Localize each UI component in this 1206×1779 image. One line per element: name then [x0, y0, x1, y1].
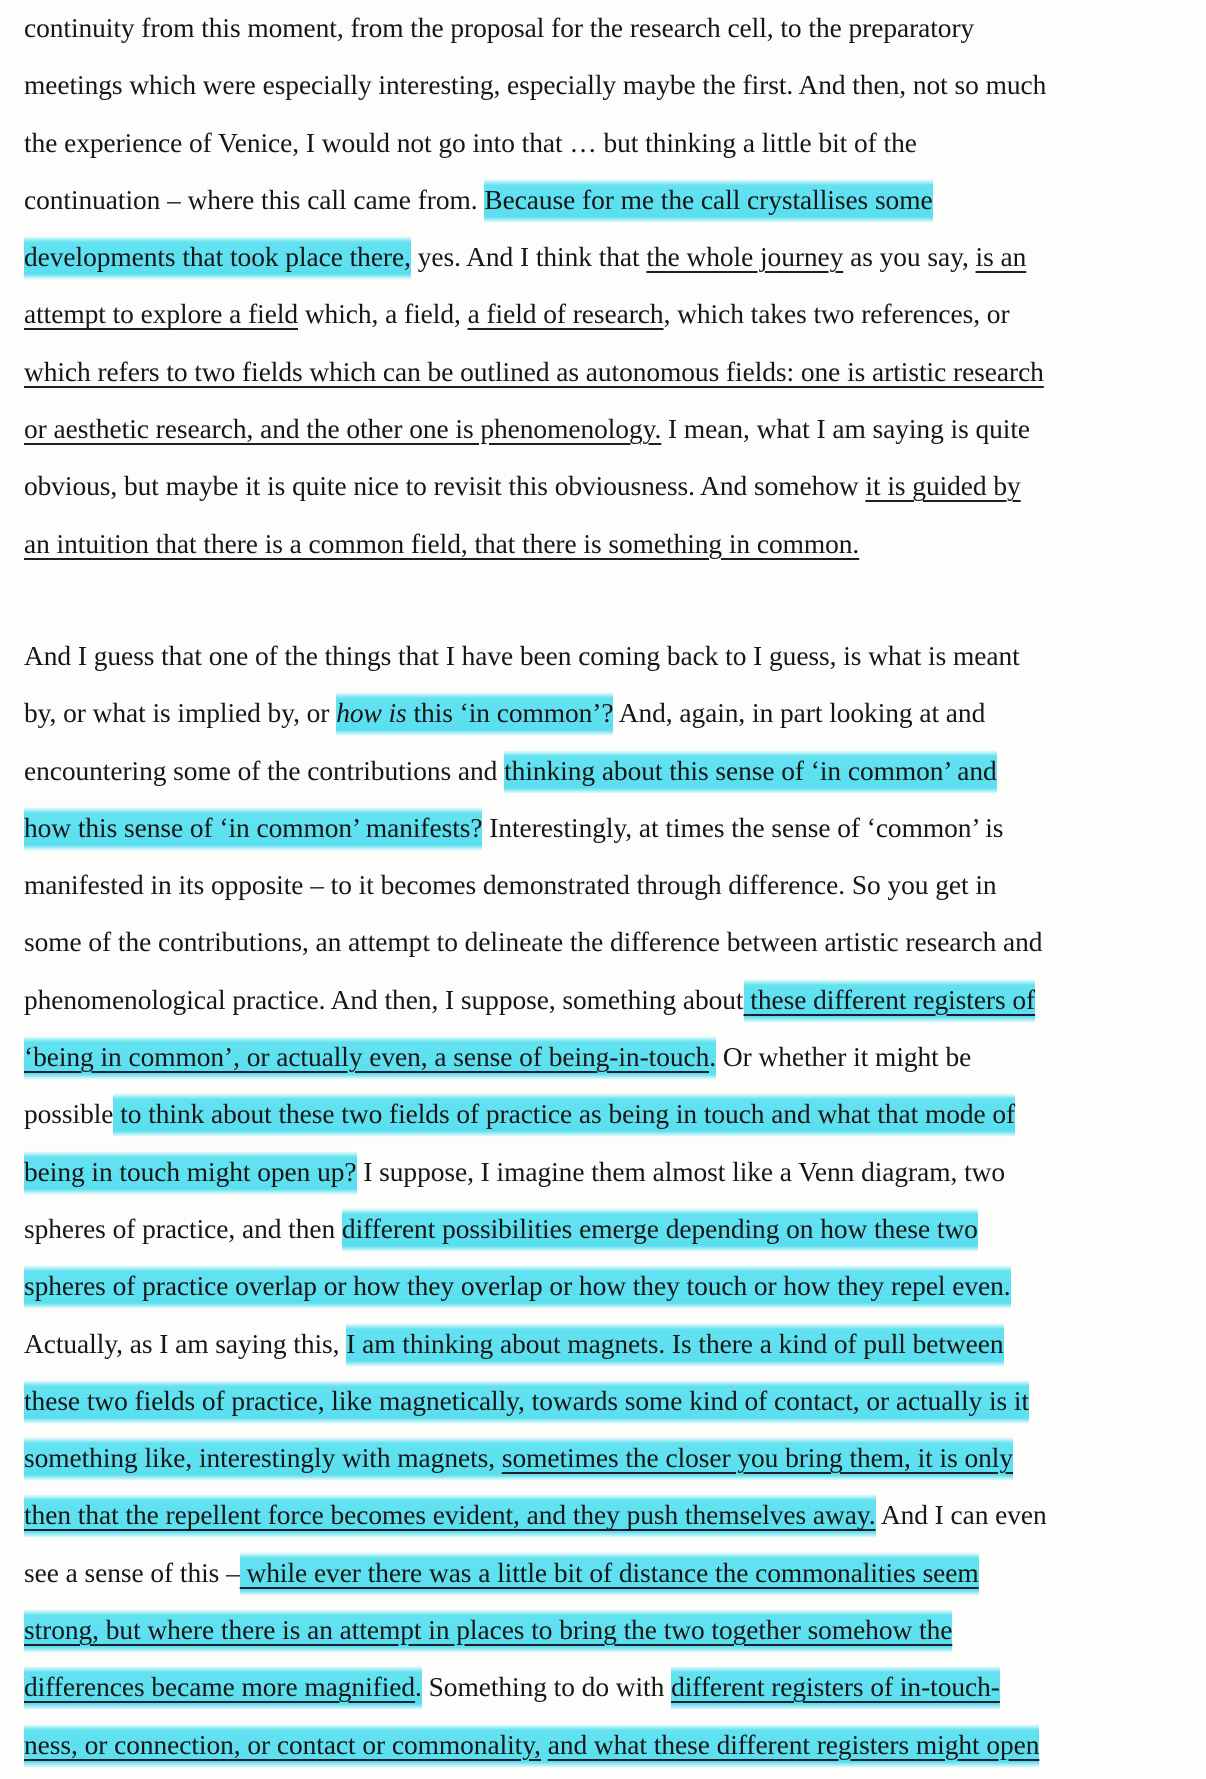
text-run: yes. And I think that — [410, 242, 647, 273]
text-run: Interestingly, at times the sense of ‘common’ is — [482, 812, 1004, 843]
highlighted-text: Because for me the call crystallises some — [484, 179, 932, 223]
highlighted-underlined-text: then that the repellent force becomes evident, and they push themselves away. — [24, 1494, 876, 1538]
underlined-text: attempt to explore a field — [24, 299, 299, 330]
text-run: as you say, — [843, 242, 976, 273]
highlighted-underlined-text: ‘being in common’, or actually even, a sense of being-in-touch — [24, 1036, 709, 1080]
text-run: phenomenological practice. And then, I suppose, something about — [24, 984, 744, 1015]
text-run: see a sense of this – — [24, 1557, 240, 1588]
text-line — [24, 1659, 1194, 1716]
text-line — [24, 1258, 1194, 1315]
text-line — [24, 1201, 1194, 1258]
text-line — [24, 857, 1194, 914]
text-run: Or whether it might be — [716, 1042, 972, 1073]
highlighted-text — [541, 1724, 548, 1768]
text-run: And, again, in part looking at and — [613, 698, 986, 729]
text-run: And I guess that one of the things that I have been coming back to I guess, is what is meant — [24, 641, 1020, 671]
text-line — [24, 401, 1194, 458]
text-run: I suppose, I imagine them almost like a Venn diagram, two — [356, 1156, 1006, 1187]
text-line — [24, 1487, 1194, 1544]
underlined-text: it is guided by — [865, 471, 1021, 502]
text-run: , which takes two references, or — [663, 299, 1010, 330]
highlighted-text: how is — [336, 692, 406, 736]
paragraph-1 — [24, 0, 1194, 573]
text-line — [24, 800, 1194, 857]
text-line — [24, 685, 1194, 742]
text-line — [24, 516, 1194, 573]
highlighted-text: . — [709, 1036, 716, 1080]
highlighted-text: something like, interestingly with magnets, — [24, 1437, 502, 1481]
highlighted-text: being in touch might open up? — [24, 1151, 357, 1195]
highlighted-text: to think about these two fields of practice as being in touch and what that mode of — [113, 1093, 1015, 1137]
underlined-text: which refers to two fields which can be outlined as autonomous fields: one is artistic research — [24, 356, 1044, 387]
text-line — [24, 1029, 1194, 1086]
text-line — [24, 172, 1194, 229]
text-run: possible — [24, 1099, 114, 1130]
highlighted-text: developments that took place there, — [24, 236, 411, 280]
underlined-text: or aesthetic research, and the other one is phenomenology. — [24, 414, 662, 445]
highlighted-underlined-text: different registers of in-touch- — [671, 1666, 1000, 1710]
text-line — [24, 229, 1194, 286]
text-line — [24, 115, 1194, 172]
highlighted-underlined-text: and what these different registers might open — [548, 1724, 1040, 1768]
text-run: Actually, as I am saying this, — [24, 1328, 347, 1359]
highlighted-underlined-text: sometimes the closer you bring them, it is only — [502, 1437, 1013, 1481]
text-line — [24, 1373, 1194, 1430]
highlighted-text: these two fields of practice, like magnetically, towards some kind of contact, or actually is it — [24, 1380, 1029, 1424]
text-line — [24, 57, 1194, 114]
text-run: by, or what is implied by, or — [24, 698, 337, 729]
highlighted-text: I am thinking about magnets. Is there a kind of pull between — [346, 1323, 1003, 1367]
highlighted-text: how this sense of ‘in common’ manifests? — [24, 807, 482, 851]
text-line — [24, 972, 1194, 1029]
text-run: spheres of practice, and then — [24, 1213, 342, 1244]
text-run: obvious, but maybe it is quite nice to revisit this obviousness. And somehow — [24, 471, 866, 502]
text-run: Something to do with — [421, 1672, 672, 1703]
text-line — [24, 344, 1194, 401]
text-run: continuity from this moment, from the proposal for the research cell, to the preparatory — [24, 13, 975, 43]
text-line — [24, 1316, 1194, 1373]
highlighted-underlined-text: differences became more magnified — [24, 1666, 415, 1710]
text-line — [24, 743, 1194, 800]
highlighted-underlined-text: strong, but where there is an attempt in places to bring the two together somehow the — [24, 1609, 952, 1653]
text-line — [24, 1430, 1194, 1487]
paragraph-2 — [24, 628, 1194, 1774]
highlighted-text: spheres of practice overlap or how they overlap or how they touch or how they repel even. — [24, 1265, 1011, 1309]
text-run: And I can even — [875, 1500, 1047, 1531]
text-line — [24, 1086, 1194, 1143]
text-line — [24, 0, 1194, 57]
highlighted-underlined-text: ness, or connection, or contact or commonality, — [24, 1724, 541, 1768]
underlined-text: an intuition that there is a common field, that there is something in common. — [24, 528, 860, 559]
text-line — [24, 458, 1194, 515]
underlined-text: a field of research — [467, 299, 664, 330]
highlighted-text: . — [415, 1666, 422, 1710]
text-line — [24, 1602, 1194, 1659]
text-run: encountering some of the contributions and — [24, 755, 505, 786]
text-run: continuation – where this call came from. — [24, 184, 485, 215]
underlined-text: is an — [975, 242, 1027, 273]
text-line — [24, 1545, 1194, 1602]
text-line — [24, 914, 1194, 971]
underlined-text: the whole journey — [646, 242, 844, 273]
text-run: manifested in its opposite – to it becomes demonstrated through difference. So you get in — [24, 870, 997, 901]
text-run: the experience of Venice, I would not go into that … but thinking a little bit of the — [24, 127, 917, 158]
highlighted-underlined-text: while ever there was a little bit of distance the commonalities seem — [240, 1552, 979, 1596]
highlighted-underlined-text: these different registers of — [744, 979, 1036, 1023]
text-run: some of the contributions, an attempt to delineate the difference between artistic research and — [24, 927, 1043, 958]
text-run: meetings which were especially interesting, especially maybe the first. And then, not so much — [24, 70, 1047, 101]
text-run: I mean, what I am saying is quite — [661, 414, 1030, 445]
text-line — [24, 1144, 1194, 1201]
text-line — [24, 286, 1194, 343]
text-run: which, a field, — [298, 299, 468, 330]
text-line — [24, 628, 1194, 685]
highlighted-text: this ‘in common’? — [407, 692, 614, 736]
highlighted-text: thinking about this sense of ‘in common’ and — [504, 750, 997, 794]
text-line — [24, 1717, 1194, 1774]
highlighted-text: different possibilities emerge depending on how these two — [342, 1208, 978, 1252]
